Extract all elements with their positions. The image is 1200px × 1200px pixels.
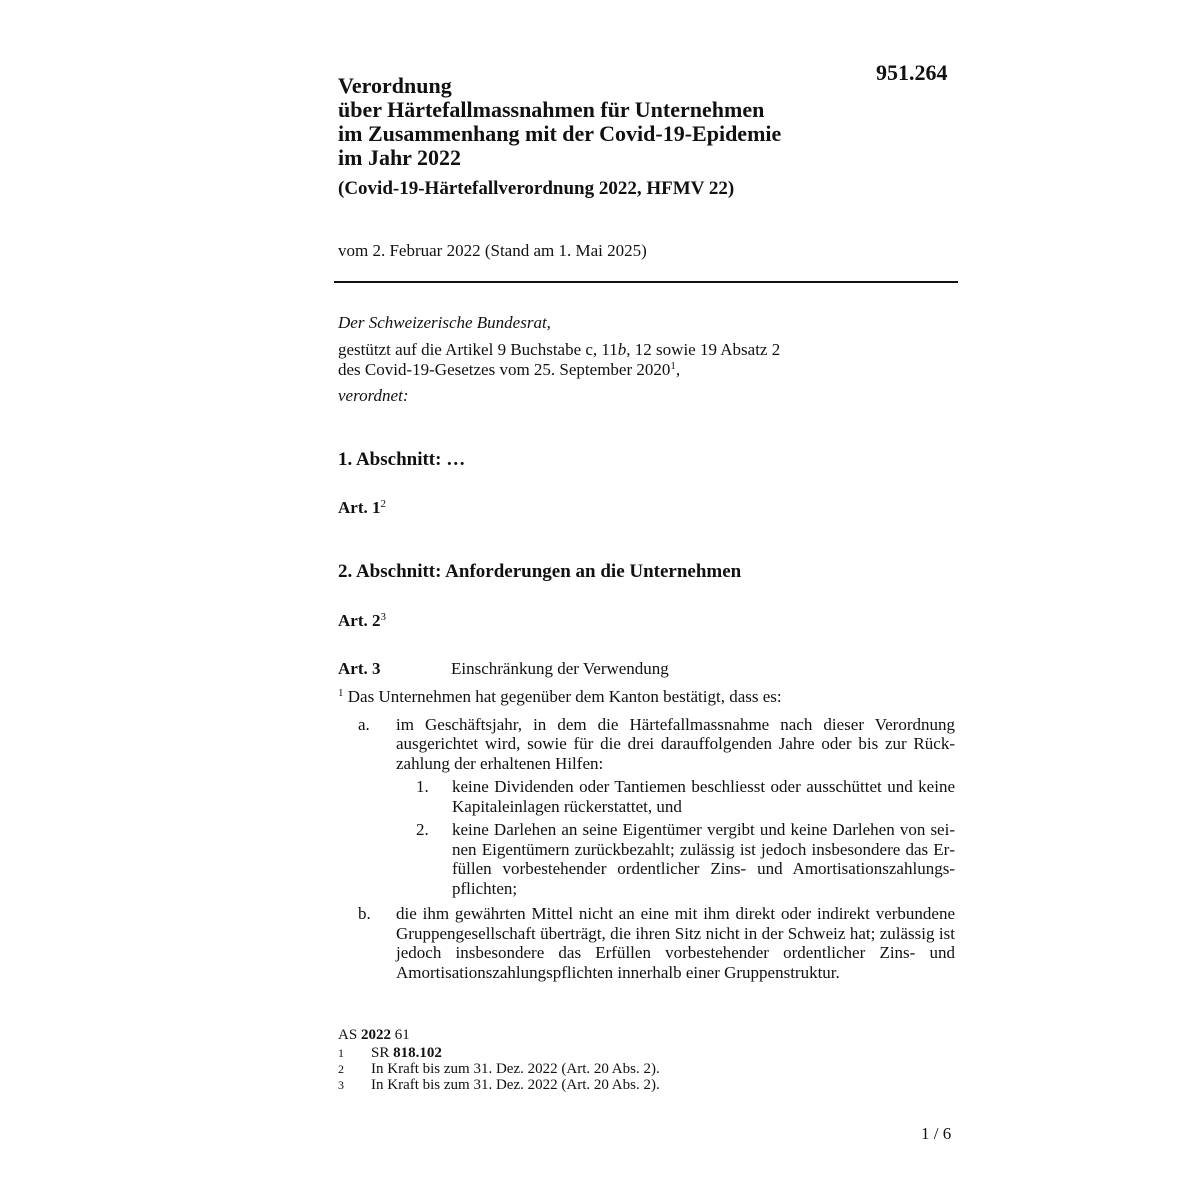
item-text: im Geschäftsjahr, in dem die Härtefallmassnahme nach dieser Verordnung ausgerichtet wird, sowie für die drei darauffolgenden Jahre oder bis zur Rückzahlung der erhaltenen Hilfen: — [396, 714, 955, 773]
footnote-2 — [338, 1061, 660, 1077]
basis-comma: , — [675, 360, 681, 379]
as-page: 61 — [390, 1027, 410, 1043]
preamble-decree: verordnet: — [338, 386, 409, 405]
article-label: Art. 1 — [338, 498, 381, 517]
article-2-heading — [338, 611, 386, 631]
title-line: über Härtefallmassnahmen für Unternehmen — [338, 97, 765, 122]
sub-item-marker: 2. — [416, 820, 429, 839]
as-prefix: AS — [338, 1027, 361, 1043]
title-divider — [334, 281, 958, 283]
footnote-number: 1 — [338, 1046, 344, 1060]
article-3-body — [338, 687, 955, 988]
footnote-sr-number: 818.102 — [393, 1045, 442, 1061]
page-number: 1 / 6 — [921, 1124, 952, 1143]
sub-item-2 — [396, 820, 955, 898]
list-item-a — [338, 715, 955, 899]
footnote-text: In Kraft bis zum 31. Dez. 2022 (Art. 20 Abs. 2). — [371, 1061, 660, 1077]
short-title: (Covid-19-Härtefallverordnung 2022, HFMV 22) — [338, 178, 735, 199]
article-3-label: Art. 3 — [338, 659, 381, 678]
paragraph-text: Das Unternehmen hat gegenüber dem Kanton bestätigt, dass es: — [343, 687, 782, 706]
basis-text: des Covid-19-Gesetzes vom 25. September 2020 — [338, 360, 671, 379]
footnote-area — [338, 1027, 660, 1093]
date-line: vom 2. Februar 2022 (Stand am 1. Mai 2025) — [338, 241, 647, 260]
article-label: Art. 2 — [338, 611, 381, 630]
article-1-heading — [338, 498, 386, 518]
footnote-ref[interactable]: 1 — [670, 360, 676, 372]
footnote-ref[interactable]: 3 — [380, 611, 386, 623]
paragraph-1 — [338, 687, 955, 707]
basis-italic: b, — [617, 340, 631, 359]
item-text: die ihm gewährten Mittel nicht an eine mit ihm direkt oder indirekt verbundene Gruppengesellschaft überträgt, die ihren Sitz nicht in der Schweiz hat; zulässig ist jedoch insbesondere das Erfüllen vorbestehender ordentlicher Zins- und Amortisationszahlungspflichten innerhalb einer Gruppenstruktur. — [396, 904, 955, 982]
official-compilation-ref — [338, 1027, 660, 1043]
footnote-text — [371, 1045, 442, 1061]
footnote-number: 3 — [338, 1078, 344, 1092]
sub-item-1 — [396, 777, 955, 816]
list-item-b — [338, 904, 955, 982]
title-line: im Jahr 2022 — [338, 145, 462, 170]
footnote-number: 2 — [338, 1062, 344, 1076]
title-line: Verordnung — [338, 73, 452, 98]
sub-item-marker: 1. — [416, 777, 429, 796]
preamble-basis-line1 — [338, 340, 780, 360]
footnote-ref[interactable]: 2 — [380, 498, 386, 510]
title-line: im Zusammenhang mit der Covid-19-Epidemie — [338, 121, 782, 146]
preamble-authority: Der Schweizerische Bundesrat, — [338, 313, 551, 332]
ordinance-title — [338, 74, 781, 170]
sub-item-text: keine Dividenden oder Tantiemen beschliesst oder ausschüttet und keine Kapitaleinlagen rückerstattet, und — [452, 777, 955, 816]
sub-item-text: keine Darlehen an seine Eigentümer vergibt und keine Darlehen von seinen Eigentümern zurückbezahlt; zulässig ist jedoch insbesondere das Erfüllen vorbestehender ordentlicher Zins- und Amortisationszahlungspflichten; — [452, 820, 955, 898]
section-heading-2: 2. Abschnitt: Anforderungen an die Unternehmen — [338, 561, 742, 582]
item-body — [396, 715, 955, 899]
sr-number: 951.264 — [876, 60, 948, 85]
basis-text: gestützt auf die Artikel 9 Buchstabe c, 11 — [338, 340, 618, 359]
footnote-text: In Kraft bis zum 31. Dez. 2022 (Art. 20 Abs. 2). — [371, 1077, 660, 1093]
item-marker: a. — [358, 714, 370, 734]
footnote-prefix: SR — [371, 1045, 394, 1061]
section-heading-1: 1. Abschnitt: … — [338, 449, 466, 470]
basis-text-end: 12 sowie 19 Absatz 2 — [630, 340, 781, 359]
paragraph-number: 1 — [338, 687, 344, 699]
footnote-1 — [338, 1045, 660, 1061]
preamble-basis-line2 — [338, 360, 680, 380]
item-marker: b. — [358, 904, 371, 923]
footnote-3 — [338, 1077, 660, 1093]
as-year: 2022 — [360, 1027, 391, 1043]
article-3-title: Einschränkung der Verwendung — [451, 659, 669, 678]
